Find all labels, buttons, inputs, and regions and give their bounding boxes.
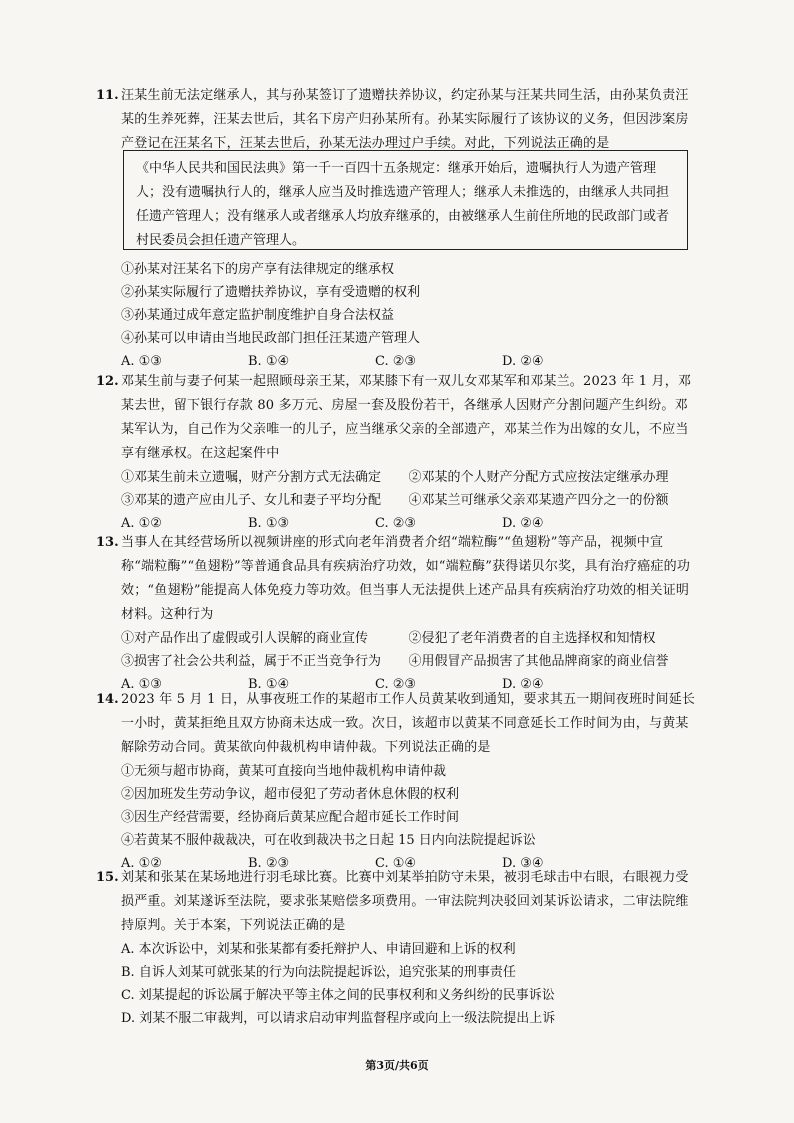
option-1: ①邓某生前未立遗嘱，财产分割方式无法确定 [121,470,382,485]
choice-a: A. ①② [121,856,162,871]
question-stem: 汪某生前无法定继承人，其与孙某签订了遗赠扶养协议，约定孙某与汪某共同生活，由孙某负责汪某的生养死葬，汪某去世后，其名下房产归孙某所有。孙某实际履行了该协议的义务，但因涉案房产登记在汪某名下，汪某去世后，孙某无法办理过户手续。对此，下列说法正确的是 [121,88,689,151]
choice-b: B. ①③ [248,516,290,531]
option-1: ①孙某对汪某名下的房产享有法律规定的继承权 [121,262,395,277]
choice-a: A. ①② [121,516,162,531]
question-11 [96,84,696,156]
option-2: ②孙某实际履行了遗赠扶养协议，享有受遗赠的权利 [121,285,421,300]
law-quote-box: 《中华人民共和国民法典》第一千一百四十五条规定：继承开始后，遗嘱执行人为遗产管理人；没有遗嘱执行人的，继承人应当及时推选遗产管理人；继承人未推选的，由继承人共同担任遗产管理人；没有继承人或者继承人均放弃继承的，由被继承人生前住所地的民政部门或者村民委员会担任遗产管理人。 [123,150,688,250]
option-4: ④邓某兰可继承父亲邓某遗产四分之一的份额 [408,493,669,508]
option-2: ②邓某的个人财产分配方式应按法定继承办理 [408,470,669,485]
choice-a: A. ①③ [121,677,162,692]
option-d: D. 刘某不服二审裁判，可以请求启动审判监督程序或向上一级法院提出上诉 [121,1011,556,1026]
choice-c: C. ②③ [375,516,417,531]
choice-d: D. ②④ [502,677,544,692]
option-4: ④用假冒产品损害了其他品牌商家的商业信誉 [408,654,669,669]
question-11-options [96,258,696,373]
option-c: C. 刘某提起的诉讼属于解决平等主体之间的民事权利和义务纠纷的民事诉讼 [121,988,555,1003]
option-3: ③孙某通过成年意定监护制度维护自身合法权益 [121,308,395,323]
question-stem: 刘某和张某在某场地进行羽毛球比赛。比赛中刘某举拍防守未果，被羽毛球击中右眼，右眼视力受损严重。刘某遂诉至法院，要求张某赔偿多项费用。一审法院判决驳回刘某诉讼请求，二审法院维持原判。关于本案，下列说法正确的是 [121,870,689,933]
options-row [121,650,696,673]
option-b: B. 自诉人刘某可就张某的行为向法院提起诉讼，追究张某的刑事责任 [121,965,516,980]
question-15 [96,866,696,1030]
question-stem: 邓某生前与妻子何某一起照顾母亲王某，邓某膝下有一双儿女邓某军和邓某兰。2023 年 1 月，邓某去世，留下银行存款 80 多万元、房屋一套及股份若干，各继承人因财产分割问题产生纠纷。邓某军认为，自己作为父亲唯一的儿子，应当继承父亲的全部遗产，邓某兰作为出嫁的女儿，不应当享有继承权。在这起案件中 [121,374,692,461]
question-12 [96,370,696,535]
option-3: ③因生产经营需要，经协商后黄某应配合超市延长工作时间 [121,810,460,825]
option-1: ①对产品作出了虚假或引人误解的商业宣传 [121,631,369,646]
question-stem: 当事人在其经营场所以视频讲座的形式向老年消费者介绍“端粒酶”“鱼翅粉”等产品，视频中宣称“端粒酶”“鱼翅粉”等普通食品具有疾病治疗功效，如“端粒酶”获得诺贝尔奖，具有治疗癌症的功效；“鱼翅粉”能提高人体免疫力等功效。但当事人无法提供上述产品具有疾病治疗功效的相关证明材料。这种行为 [121,535,691,622]
choice-d: D. ③④ [502,856,544,871]
question-stem: 2023 年 5 月 1 日，从事夜班工作的某超市工作人员黄某收到通知，要求其五一期间夜班时间延长一小时，黄某拒绝且双方协商未达成一致。次日，该超市以黄某不同意延长工作时间为由，与黄某解除劳动合同。黄某欲向仲裁机构申请仲裁。下列说法正确的是 [121,692,696,755]
option-2: ②侵犯了老年消费者的自主选择权和知情权 [408,631,656,646]
option-a: A. 本次诉讼中，刘某和张某都有委托辩护人、申请回避和上诉的权利 [121,942,516,957]
question-14 [96,688,696,875]
page-number: 第3页/共6页 [365,1059,429,1072]
choice-c: C. ②③ [375,354,417,369]
question-number: 12. [96,374,119,389]
option-3: ③损害了社会公共利益，属于不正当竞争行为 [121,654,382,669]
option-1: ①无须与超市协商，黄某可直接向当地仲裁机构申请仲裁 [121,764,447,779]
option-4: ④若黄某不服仲裁裁决，可在收到裁决书之日起 15 日内向法院提起诉讼 [121,833,536,848]
question-number: 14. [96,692,119,707]
option-4: ④孙某可以申请由当地民政部门担任汪某遗产管理人 [121,331,421,346]
question-number: 11. [96,88,119,103]
options-row [121,627,696,650]
choice-c: C. ②③ [375,677,417,692]
choice-b: B. ①④ [248,677,290,692]
choice-d: D. ②④ [502,354,544,369]
question-number: 15. [96,870,119,885]
choice-c: C. ①④ [375,856,417,871]
question-13 [96,531,696,696]
option-3: ③邓某的遗产应由儿子、女儿和妻子平均分配 [121,493,382,508]
question-number: 13. [96,535,119,550]
options-row [121,489,696,512]
choice-a: A. ①③ [121,354,162,369]
choice-d: D. ②④ [502,516,544,531]
choice-b: B. ①④ [248,354,290,369]
choice-b: B. ②③ [248,856,290,871]
options-row [121,466,696,489]
option-2: ②因加班发生劳动争议，超市侵犯了劳动者休息休假的权利 [121,787,460,802]
